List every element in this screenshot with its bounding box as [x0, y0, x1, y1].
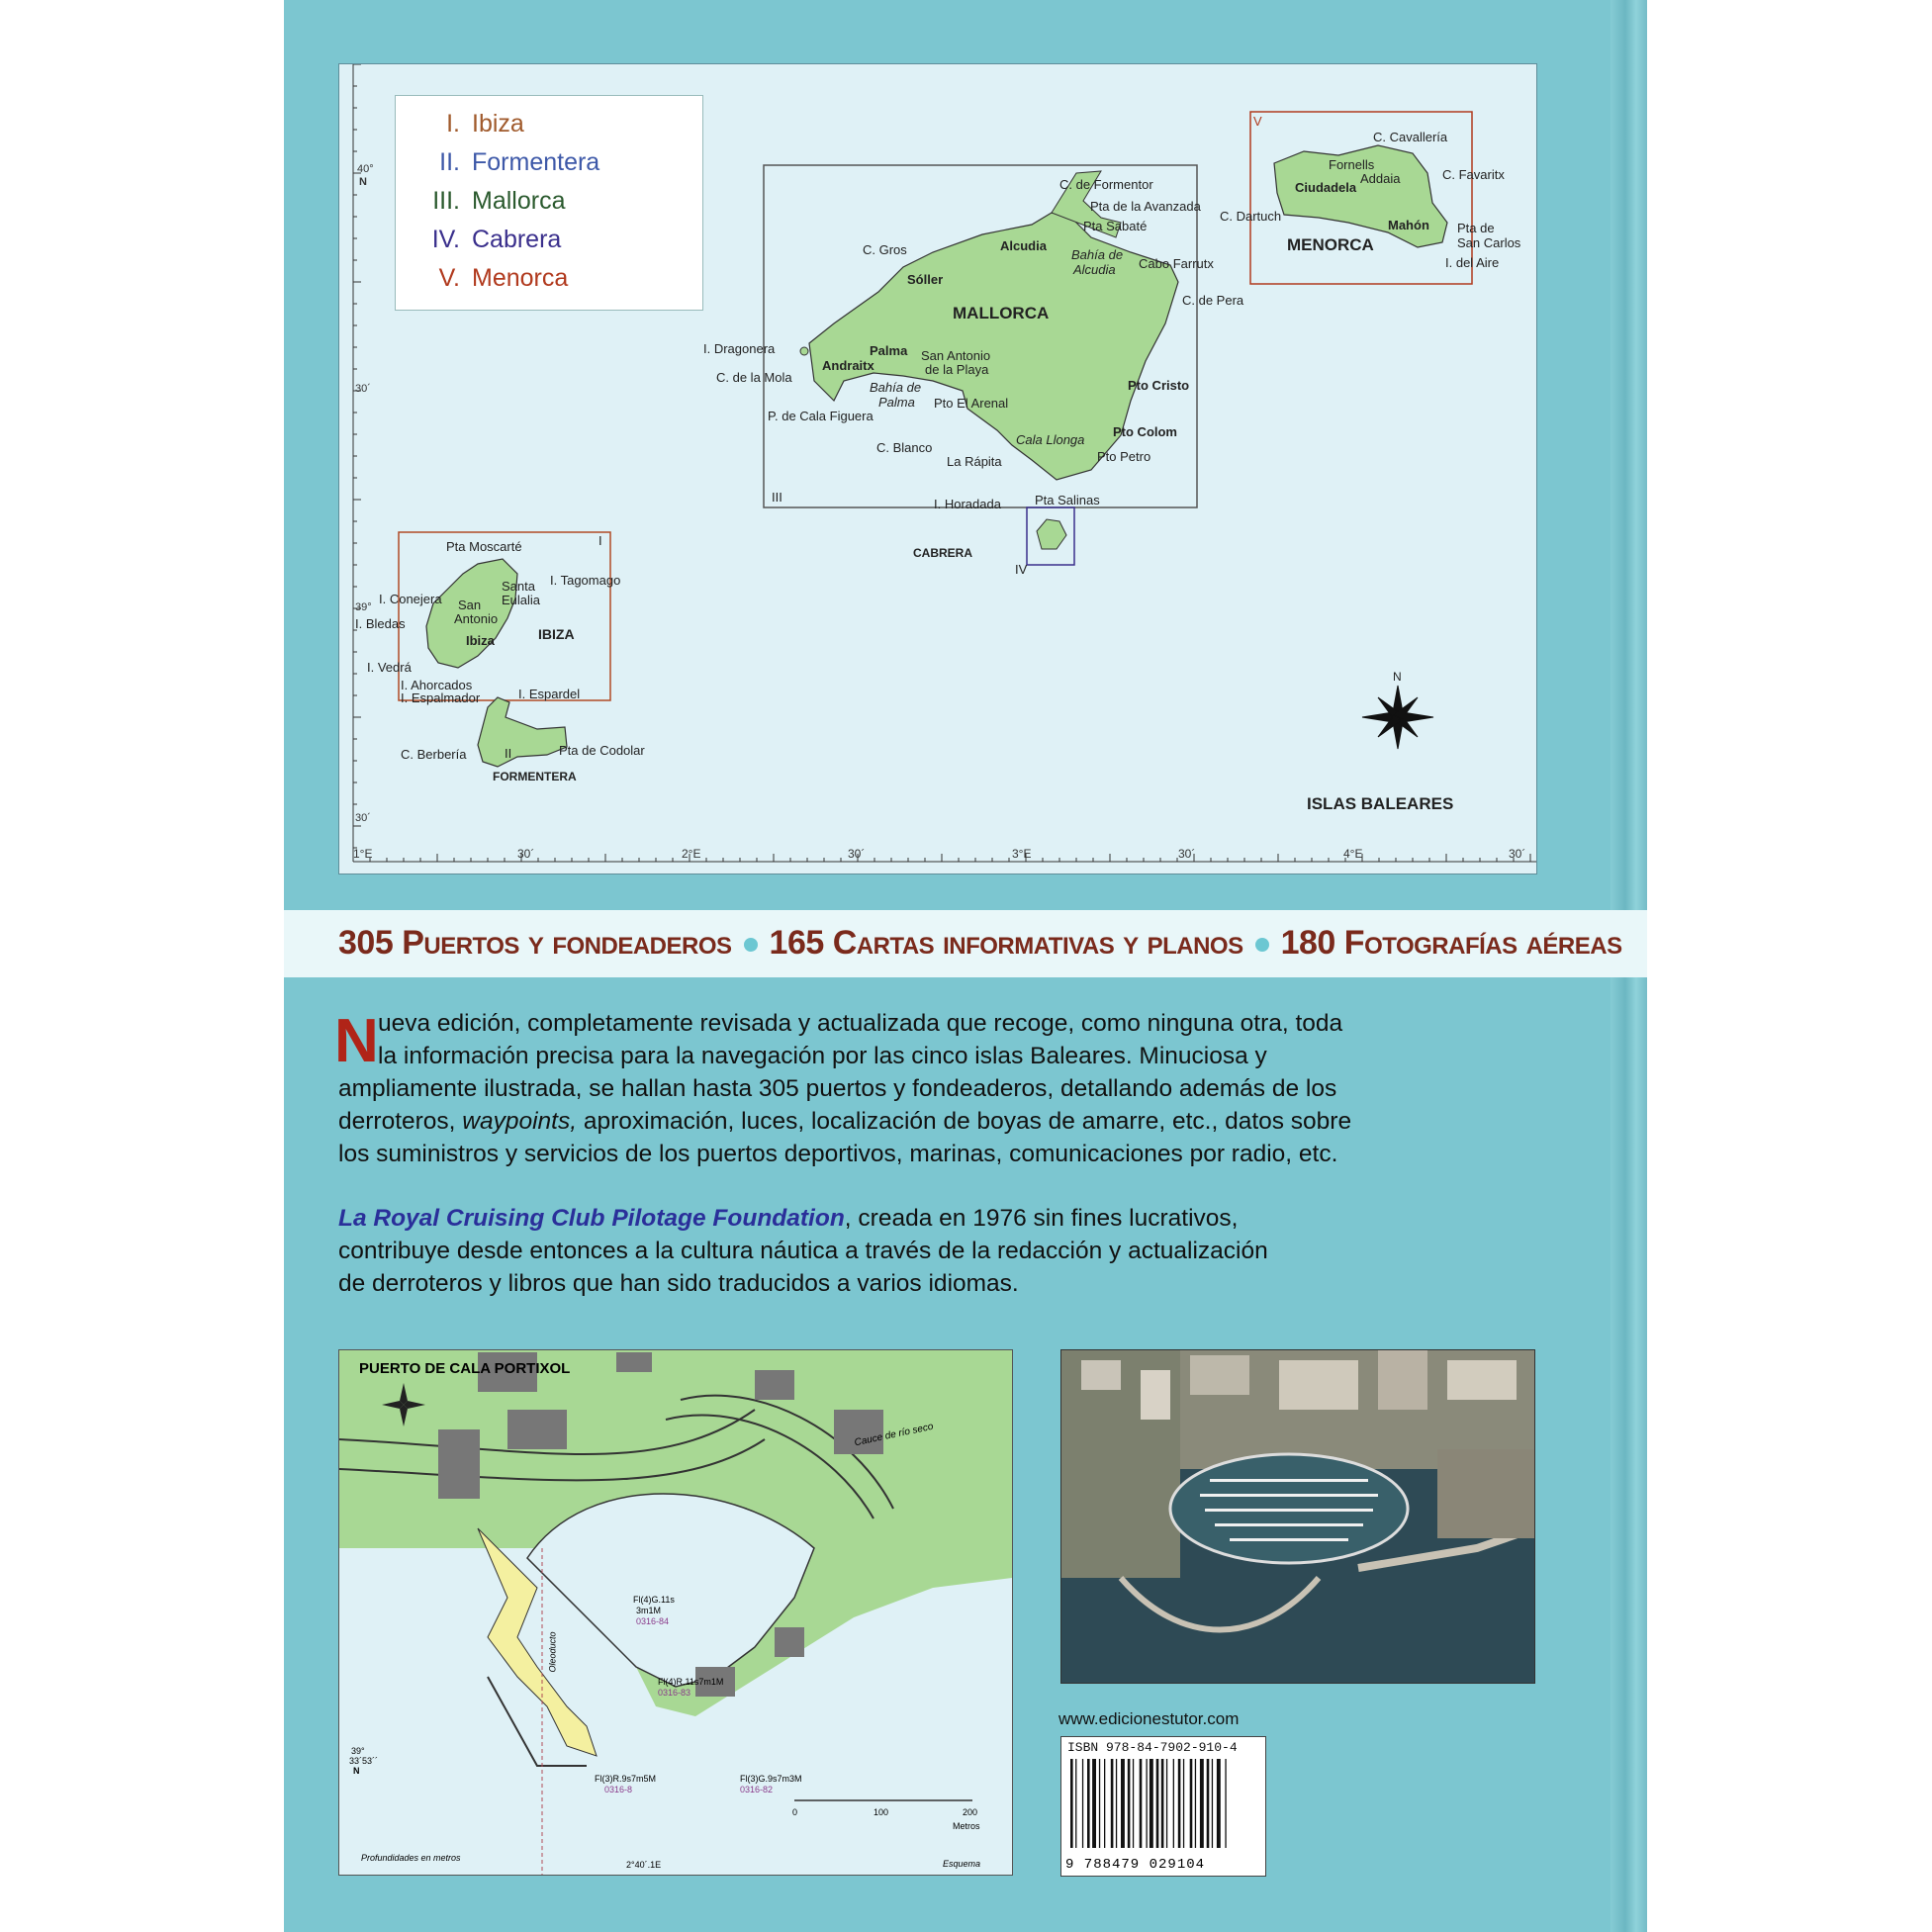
light-label: Fl(3)G.9s7m3M [740, 1774, 802, 1784]
light-label: 0316-83 [658, 1688, 691, 1698]
legend-item-menorca: V. Menorca [438, 264, 569, 292]
place-pto-arenal: Pto El Arenal [934, 396, 1009, 411]
place-pto-cristo: Pto Cristo [1128, 378, 1190, 393]
place-i-espalmador: I. Espalmador [401, 690, 481, 705]
place-cabrera: CABRERA [913, 546, 972, 560]
description-paragraph [338, 1007, 1555, 1170]
map-title: ISLAS BALEARES [1307, 794, 1454, 813]
stat-ports-number: 305 [338, 924, 394, 962]
place-san-antonio: San [458, 598, 482, 612]
place-bahia-alcudia: Alcudia [1073, 262, 1116, 277]
stat-photos-number: 180 [1280, 924, 1335, 962]
bullet-dot [744, 938, 758, 952]
lon-label: 30´ [1178, 847, 1196, 861]
place-bahia-alcudia: Bahía de [1071, 247, 1124, 262]
description-line: la información precisa para la navegación por las cinco islas Baleares. Minuciosa y [378, 1043, 1267, 1069]
stat-charts-label: Cartas informativas y planos [832, 924, 1243, 962]
barcode-bars [1066, 1759, 1260, 1848]
place-i-conejera: I. Conejera [379, 592, 442, 606]
light-label: 0316-82 [740, 1785, 774, 1794]
place-pta-sabate: Pta Sabaté [1083, 219, 1148, 233]
box-label-v: V [1253, 114, 1262, 129]
foundation-paragraph [338, 1202, 1555, 1300]
place-la-rapita: La Rápita [947, 454, 1002, 469]
stat-ports-label: Puertos y fondeaderos [402, 924, 732, 962]
legend-item-mallorca: III. Mallorca [432, 187, 566, 215]
place-p-cala-figuera: P. de Cala Figuera [768, 409, 874, 423]
place-pta-moscarte: Pta Moscarté [446, 539, 522, 554]
place-andraitx: Andraitx [822, 358, 874, 373]
place-san-antonio: Antonio [454, 611, 499, 626]
place-c-mola: C. de la Mola [716, 370, 792, 385]
place-mallorca: MALLORCA [953, 304, 1050, 322]
place-addaia: Addaia [1360, 171, 1401, 186]
river-label: Cauce de río seco [853, 1421, 935, 1449]
lon-label: 2°E [682, 847, 701, 861]
place-ibiza: IBIZA [538, 626, 575, 642]
place-i-horadada: I. Horadada [934, 497, 1001, 511]
place-c-formentor: C. de Formentor [1059, 177, 1153, 192]
aerial-photo-image [1061, 1350, 1534, 1683]
lat-label: 39° [355, 601, 372, 613]
description-line: derroteros, waypoints, aproximación, luces, localización de boyas de amarre, etc., datos sobre [338, 1108, 1352, 1135]
barcode-number: 9 788479 029104 [1065, 1857, 1206, 1873]
isbn-text: ISBN 978-84-7902-910-4 [1067, 1740, 1238, 1755]
harbour-chart-title: PUERTO DE CALA PORTIXOL [359, 1360, 571, 1377]
place-formentera: FORMENTERA [493, 770, 577, 783]
box-label-i: I [598, 533, 602, 548]
chart-lat-label: 33´53´´ [349, 1756, 379, 1766]
place-i-bledas: I. Bledas [355, 616, 406, 631]
stats-banner-text [338, 924, 1622, 963]
place-soller: Sóller [907, 272, 944, 287]
lat-label: 30´ [355, 812, 371, 824]
foundation-line: contribuye desde entonces a la cultura náutica a través de la redacción y actualización [338, 1238, 1268, 1264]
chart-lon-label: 2°40´.1E [626, 1860, 662, 1870]
lon-label: 30´ [848, 847, 866, 861]
harbour-chart [338, 1349, 1013, 1876]
place-santa-eulalia: Eulalia [502, 593, 541, 607]
depths-note: Profundidades en metros [361, 1853, 461, 1863]
light-label: Fl(3)R.9s7m5M [595, 1774, 657, 1784]
foundation-name: La Royal Cruising Club Pilotage Foundation [338, 1205, 845, 1232]
place-cala-llonga: Cala Llonga [1016, 432, 1085, 447]
light-label: Fl(4)G.11s [633, 1595, 675, 1605]
lon-label: 4°E [1343, 847, 1363, 861]
pipeline-label: Oleoducto [547, 1631, 558, 1673]
light-label: 0316-8 [604, 1785, 633, 1794]
place-ciudadela: Ciudadela [1295, 180, 1357, 195]
light-label: 3m1M [636, 1606, 662, 1615]
place-pta-codolar: Pta de Codolar [559, 743, 645, 758]
place-c-berberia: C. Berbería [401, 747, 467, 762]
publisher-url: www.edicionestutor.com [1058, 1709, 1240, 1728]
place-pta-avanzada: Pta de la Avanzada [1090, 199, 1201, 214]
place-palma: Palma [870, 343, 908, 358]
place-cabo-farrutx: Cabo Farrutx [1139, 256, 1214, 271]
place-i-dragonera: I. Dragonera [703, 341, 776, 356]
place-menorca: MENORCA [1287, 235, 1374, 254]
isbn-barcode [1060, 1736, 1266, 1877]
place-c-dartuch: C. Dartuch [1220, 209, 1282, 224]
place-pta-san-carlos: Pta de [1457, 221, 1495, 235]
place-san-antonio-playa: de la Playa [925, 362, 989, 377]
aerial-photo [1060, 1349, 1535, 1684]
balearic-map [338, 63, 1537, 874]
lon-label: 30´ [1509, 847, 1526, 861]
box-label-iv: IV [1015, 562, 1028, 577]
legend-item-cabrera: IV. Cabrera [431, 226, 562, 253]
place-pta-salinas: Pta Salinas [1035, 493, 1100, 507]
place-i-ahorcados: I. Ahorcados [401, 678, 473, 692]
lat-label: 30´ [355, 383, 371, 395]
legend-item-ibiza: I. Ibiza [446, 110, 524, 138]
bullet-dot [1255, 938, 1269, 952]
box-label-ii: II [505, 746, 512, 761]
place-fornells: Fornells [1329, 157, 1375, 172]
scale-unit: Metros [953, 1821, 980, 1831]
place-santa-eulalia: Santa [502, 579, 535, 594]
place-c-blanco: C. Blanco [876, 440, 933, 455]
place-alcudia: Alcudia [1000, 238, 1047, 253]
scale-label: 100 [874, 1807, 889, 1817]
scale-label: 0 [792, 1807, 798, 1817]
place-c-pera: C. de Pera [1182, 293, 1244, 308]
place-i-espardel: I. Espardel [518, 687, 581, 701]
place-c-cavalleria: C. Cavallería [1373, 130, 1448, 144]
stat-photos-label: Fotografías aéreas [1343, 924, 1622, 962]
scheme-label: Esquema [943, 1859, 981, 1869]
compass-north-label: N [1393, 670, 1402, 684]
place-c-favaritx: C. Favaritx [1442, 167, 1505, 182]
place-pto-petro: Pto Petro [1097, 449, 1151, 464]
map-legend [395, 95, 703, 311]
legend-item-formentera: II. Formentera [439, 148, 600, 176]
lat-label: 40° [357, 163, 374, 175]
light-label: Fl(4)R.11s7m1M [658, 1677, 724, 1687]
lon-label: 3°E [1012, 847, 1032, 861]
scale-label: 200 [963, 1807, 978, 1817]
place-bahia-palma: Palma [878, 395, 915, 410]
place-mahon: Mahón [1388, 218, 1429, 232]
description-line: ampliamente ilustrada, se hallan hasta 305 puertos y fondeaderos, detallando además de los [338, 1075, 1337, 1102]
place-i-vedra: I. Vedrá [367, 660, 412, 675]
foundation-line: de derroteros y libros que han sido traducidos a varios idiomas. [338, 1270, 1019, 1297]
box-label-iii: III [772, 490, 782, 505]
description-line: ueva edición, completamente revisada y actualizada que recoge, como ninguna otra, toda [378, 1010, 1343, 1037]
place-c-gros: C. Gros [863, 242, 907, 257]
description-line: los suministros y servicios de los puertos deportivos, marinas, comunicaciones por radio, etc. [338, 1141, 1338, 1167]
foundation-line: La Royal Cruising Club Pilotage Foundation, creada en 1976 sin fines lucrativos, [338, 1205, 1239, 1232]
place-san-antonio-playa: San Antonio [921, 348, 991, 363]
place-pta-san-carlos: San Carlos [1457, 235, 1521, 250]
chart-lat-label: 39° [351, 1746, 365, 1756]
chart-lat-label: N [353, 1766, 360, 1776]
place-bahia-palma: Bahía de [870, 380, 922, 395]
stat-charts-number: 165 [769, 924, 824, 962]
place-pto-colom: Pto Colom [1113, 424, 1177, 439]
lat-label: N [359, 176, 367, 188]
dropcap-letter: N [334, 1007, 379, 1075]
light-label: 0316-84 [636, 1616, 670, 1626]
lon-label: 1°E [353, 847, 373, 861]
place-i-aire: I. del Aire [1445, 255, 1500, 270]
place-i-tagomago: I. Tagomago [550, 573, 621, 588]
lon-label: 30´ [517, 847, 535, 861]
place-ibiza-town: Ibiza [466, 633, 495, 648]
